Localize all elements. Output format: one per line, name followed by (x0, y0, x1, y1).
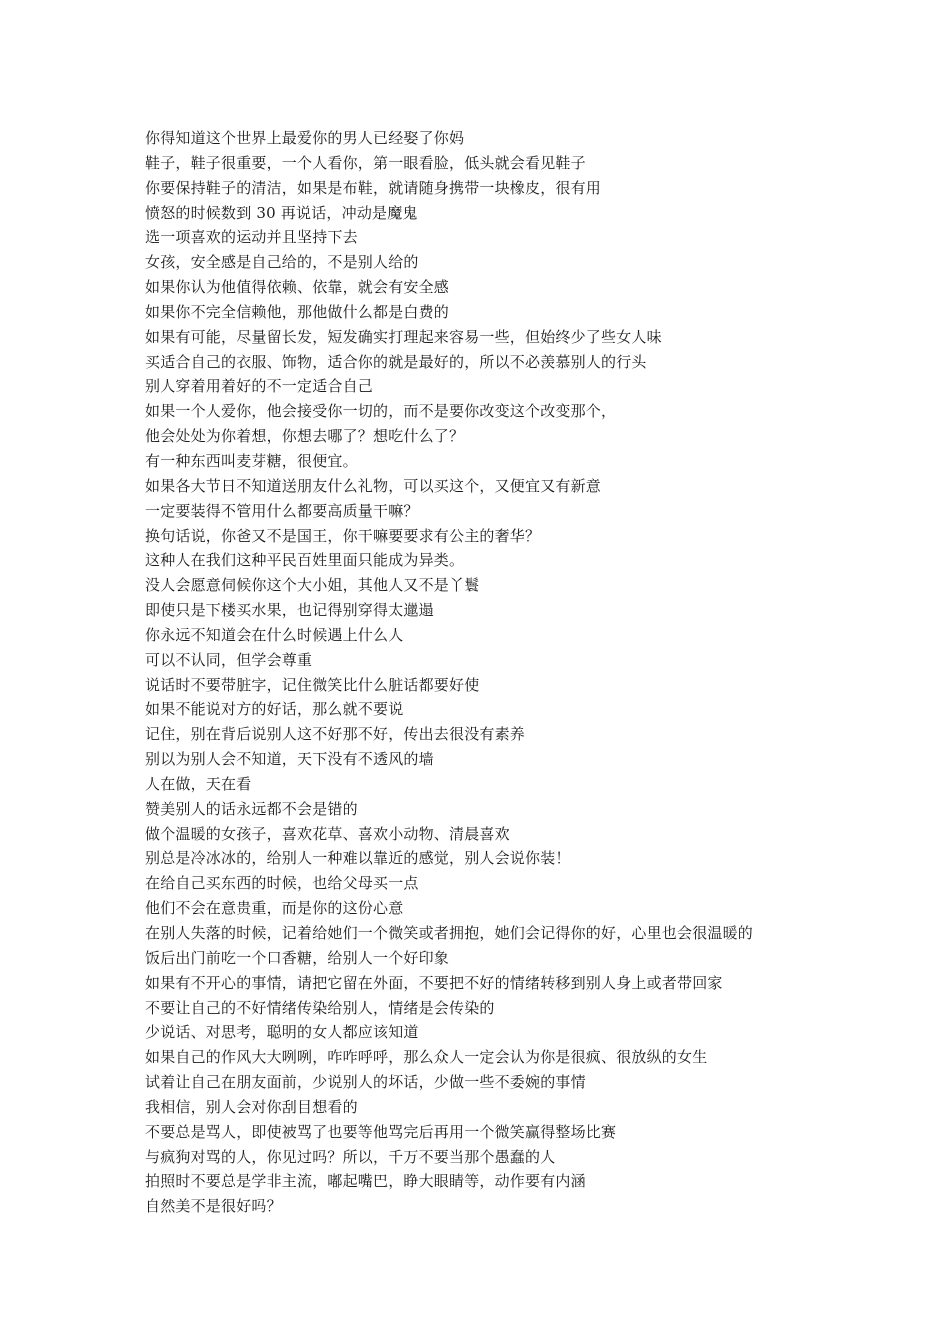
text-line: 愤怒的时候数到 30 再说话，冲动是魔鬼 (145, 203, 418, 222)
text-line: 即使只是下楼买水果，也记得别穿得太邋遢 (145, 601, 434, 620)
text-line: 你得知道这个世界上最爱你的男人已经娶了你妈 (145, 129, 465, 147)
text-line: 与疯狗对骂的人，你见过吗？所以，千万不要当那个愚蠢的人 (145, 1147, 556, 1166)
text-line: 买适合自己的衣服、饰物，适合你的就是最好的，所以不必羡慕别人的行头 (145, 352, 647, 371)
text-line: 女孩，安全感是自己给的，不是别人给的 (145, 253, 419, 272)
text-line: 饭后出门前吃一个口香糖，给别人一个好印象 (145, 948, 450, 967)
text-line: 记住，别在背后说别人这不好那不好，传出去很没有素养 (145, 725, 526, 744)
text-line: 试着让自己在朋友面前，少说别人的坏话，少做一些不委婉的事情 (145, 1073, 586, 1092)
text-line: 不要总是骂人，即使被骂了也要等他骂完后再用一个微笑赢得整场比赛 (145, 1122, 617, 1141)
text-line: 自然美不是很好吗？ (145, 1197, 282, 1216)
text-line: 他们不会在意贵重，而是你的这份心意 (145, 899, 404, 918)
text-line: 你永远不知道会在什么时候遇上什么人 (145, 625, 404, 644)
text-line: 鞋子，鞋子很重要，一个人看你，第一眼看脸，低头就会看见鞋子 (145, 153, 586, 172)
text-line: 如果一个人爱你，他会接受你一切的，而不是要你改变这个改变那个， (145, 402, 617, 421)
text-line: 拍照时不要总是学非主流，嘟起嘴巴，睁大眼睛等，动作要有内涵 (145, 1172, 586, 1191)
text-line: 在给自己买东西的时候，也给父母买一点 (145, 874, 419, 893)
text-line: 没人会愿意伺候你这个大小姐，其他人又不是丫鬟 (145, 576, 480, 595)
text-line: 少说话、对思考，聪明的女人都应该知道 (145, 1023, 419, 1042)
text-line: 赞美别人的话永远都不会是错的 (145, 799, 358, 818)
text-line: 别人穿着用着好的不一定适合自己 (145, 377, 374, 396)
text-line: 选一项喜欢的运动并且坚持下去 (145, 228, 358, 247)
text-line: 不要让自己的不好情绪传染给别人，情绪是会传染的 (145, 998, 495, 1017)
text-line: 如果不能说对方的好话，那么就不要说 (145, 700, 404, 719)
text-line: 你要保持鞋子的清洁，如果是布鞋，就请随身携带一块橡皮，很有用 (145, 178, 602, 197)
text-line: 别总是冷冰冰的，给别人一种难以靠近的感觉，别人会说你装！ (145, 849, 571, 868)
text-line: 一定要装得不管用什么都要高质量干嘛？ (145, 501, 419, 520)
text-line: 如果有可能，尽量留长发，短发确实打理起来容易一些，但始终少了些女人味 (145, 327, 662, 346)
text-line: 我相信，别人会对你刮目想看的 (145, 1097, 358, 1116)
text-line: 如果有不开心的事情，请把它留在外面，不要把不好的情绪转移到别人身上或者带回家 (145, 973, 723, 992)
text-line: 如果你不完全信赖他，那他做什么都是白费的 (145, 302, 450, 321)
text-line: 这种人在我们这种平民百姓里面只能成为异类。 (145, 551, 465, 570)
text-line: 可以不认同，但学会尊重 (145, 650, 313, 669)
text-line: 在别人失落的时候，记着给她们一个微笑或者拥抱，她们会记得你的好，心里也会很温暖的 (145, 924, 754, 942)
text-line: 做个温暖的女孩子，喜欢花草、喜欢小动物、清晨喜欢 (145, 824, 510, 843)
text-line: 有一种东西叫麦芽糖，很便宜。 (145, 451, 358, 470)
text-line: 他会处处为你着想，你想去哪了？想吃什么了？ (145, 427, 465, 446)
text-line: 说话时不要带脏字，记住微笑比什么脏话都要好使 (145, 675, 480, 694)
document-text-body (145, 126, 905, 1219)
text-line: 如果自己的作风大大咧咧，咋咋呼呼，那么众人一定会认为你是很疯、很放纵的女生 (145, 1048, 708, 1067)
text-line: 换句话说，你爸又不是国王，你干嘛要要求有公主的奢华？ (145, 526, 541, 545)
text-line: 别以为别人会不知道，天下没有不透风的墙 (145, 750, 434, 769)
text-line: 如果你认为他值得依赖、依靠，就会有安全感 (145, 278, 450, 297)
text-line: 如果各大节日不知道送朋友什么礼物，可以买这个，又便宜又有新意 (145, 476, 602, 495)
text-line: 人在做，天在看 (145, 774, 252, 793)
